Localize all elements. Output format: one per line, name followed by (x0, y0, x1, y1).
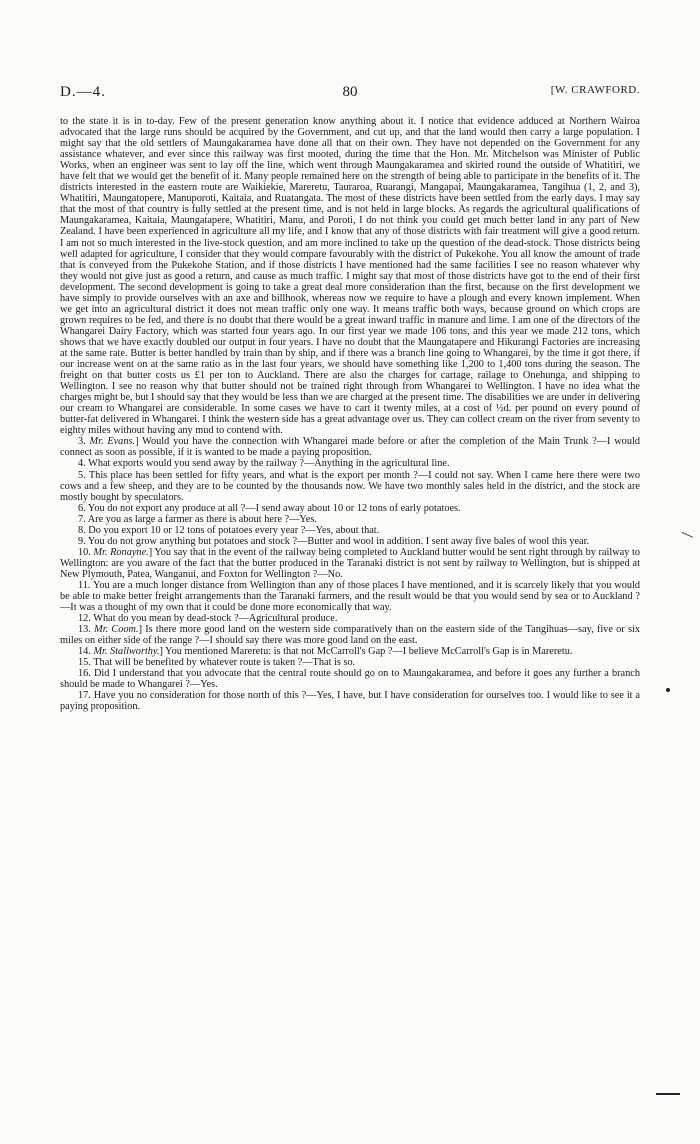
evidence-paragraph: 4. What exports would you send away by the railway ?—Anything in the agricultural line. (78, 458, 450, 470)
speaker-name: Mr. Coom. (94, 624, 139, 636)
margin-mark (679, 532, 693, 543)
evidence-text (60, 116, 640, 713)
evidence-paragraph: 14. Mr. Stallworthy.] You mentioned Mareretu: is that not McCarroll's Gap ?—I believe McCarroll's Gap is in Mareretu. (78, 646, 573, 658)
evidence-paragraph: 16. Did I understand that you advocate that the central route should go on to Maungakaramea, and before it goes any further a branch should be made to Whangarei ?—Yes. (60, 668, 640, 691)
evidence-paragraph: 3. Mr. Evans.] Would you have the connection with Whangarei made before or after the completion of the Main Trunk ?—I would connect as soon as possible, if it is wanted to be made a paying proposition. (60, 436, 640, 459)
document-reference: D.—4. (60, 84, 106, 100)
margin-dot (666, 688, 670, 692)
evidence-paragraph: 15. That will be benefited by whatever route is taken ?—That is so. (78, 657, 356, 669)
evidence-paragraph: 9. You do not grow anything but potatoes and stock ?—Butter and wool in addition. I sent away five bales of wool this year. (78, 535, 590, 547)
evidence-paragraph: 6. You do not export any produce at all ?—I send away about 10 or 12 tons of early potatoes. (78, 502, 461, 514)
evidence-paragraph: 10. Mr. Ronayne.] You say that in the event of the railway being completed to Auckland butter would be sent right through by railway to Wellington: are you aware of the fact that the butter produced in the Taranaki district is not sent by railway to Wellington, but is shipped at New Plymouth, Patea, Wanganui, and Foxton for Wellington ?—No. (60, 546, 640, 580)
speaker-name: Mr. Ronayne. (93, 546, 149, 558)
evidence-paragraph: 5. This place has been settled for fifty years, and what is the export per month ?—I could not say. When I came here there were two cows and a few sheep, and they are to be counted by the thousands now. We have two monthly sales held in the district, and the stock are mostly bought by speculators. (60, 469, 640, 503)
witness-name: [W. CRAWFORD. (550, 84, 640, 96)
speaker-name: Mr. Stallworthy. (93, 646, 160, 658)
speaker-name: Mr. Evans. (89, 436, 136, 448)
page-header (60, 84, 640, 104)
margin-dash (656, 1093, 680, 1095)
evidence-paragraph: 7. Are you as large a farmer as there is about here ?—Yes. (78, 513, 317, 525)
evidence-paragraph: to the state it is in to-day. Few of the present generation know anything about it. I notice that evidence adduced at Northern Wairoa advocated that the large runs should be acquired by the Government, and cut up, and that the land would then carry a large population. I might say that the old settlers of Maungakaramea have done all that on their own. They have not depended on the Government for any assistance whatever, and ever since this railway was first mooted, during the time that the Hon. Mr. Mitchelson was Minister of Public Works, when an engineer was sent to lay off the line, which went through Maungakaramea and skirted round the outside of Whatitiri, we have felt that we would get the benefit of it. Many people remained here on the strength of being able to participate in the benefits of it. The districts interested in the eastern route are Waikiekie, Mareretu, Tauraroa, Ruarangi, Mangapai, Maungakaramea, Tangihua (1, 2, and 3), Whatitiri, Maungatopere, Manuporoti, Kaitaia, and Ruatangata. The most of these districts have been settled from the early days. I may say that the most of that country is fully settled at the present time, and is not held in large blocks. As regards the agricultural qualifications of Maungakaramea, Kaitaia, Maungatapere, Whatitiri, Manu, and Poroti, I do not think you could get much better land in any part of New Zealand. I have been experienced in agriculture all my life, and I know that any of those districts with fair treatment will give a good return. I am not so much interested in the live-stock question, and am more inclined to take up the question of the dead-stock. Those districts being well adapted for agriculture, I consider that they would compare favourably with the district of Pukekohe. You all know the amount of trade that is conveyed from the Pukekohe Station, and if those districts I have mentioned had the same facilities I see no reason whatever why they would not give just as good a return, and cause as much traffic. I might say that most of those districts have got to the end of their first development. The second development is going to take a great deal more consideration than the first, because on the first development we have simply to provide ourselves with an axe and billhook, whereas now we require to have a plough and every known implement. When we get into an agricultural district it does not mean traffic only one way. It means traffic both ways, because ground on which crops are grown requires to be fed, and there is no doubt that there would be a great inward traffic in manure and lime. I am one of the directors of the Whangarei Dairy Factory, which was started four years ago. In our first year we made 106 tons, and this year we made 212 tons, which shows that we have exactly doubled our output in four years. I have no doubt that the Maungatapere and Hikurangi Factories are increasing at the same rate. Butter is better handled by train than by ship, and if there was a branch line going to Whangarei, by the time it got there, if our increase went on at the same ratio as in the last four years, we should have something like 1,200 to 1,400 tons during the season. The freight on that butter costs us £1 per ton to Auckland. There are also the charges for cartage, railage to Onehunga, and shipping to Wellington. I see no reason why that butter should not be trained right through from Whangarei to Wellington. I have no idea what the charges might be, but I should say that they would be less than we are charged at the present time. The disabilities we are under in delivering our cream to Whangarei are considerable. In some cases we have to cart it twenty miles, at a cost of ½d. per pound on every pound of butter-fat delivered in Whangarei. I think the western side has a great advantage over us. They can collect cream on the river from seventy to eighty miles without having any mud to contend with. (60, 116, 640, 437)
evidence-paragraph: 12. What do you mean by dead-stock ?—Agricultural produce. (78, 613, 338, 625)
evidence-paragraph: 11. You are a much longer distance from Wellington than any of those places I have mentioned, and it is scarcely likely that you would be able to make better freight arrangements than the Taranaki farmers, and the result would be that you would send by sea or to Auckland ?—It was a thought of my own that it could be done more economically that way. (60, 579, 640, 614)
evidence-paragraph: 17. Have you no consideration for those north of this ?—Yes, I have, but I have consideration for ourselves too. I would like to see it a paying proposition. (60, 690, 640, 713)
evidence-paragraph: 13. Mr. Coom.] Is there more good land on the western side comparatively than on the eastern side of the Tangihuas—say, five or six miles on either side of the range ?—I should say there was more good land on the east. (60, 624, 640, 647)
page-number: 80 (342, 84, 358, 100)
evidence-paragraph: 8. Do you export 10 or 12 tons of potatoes every year ?—Yes, about that. (78, 524, 380, 536)
